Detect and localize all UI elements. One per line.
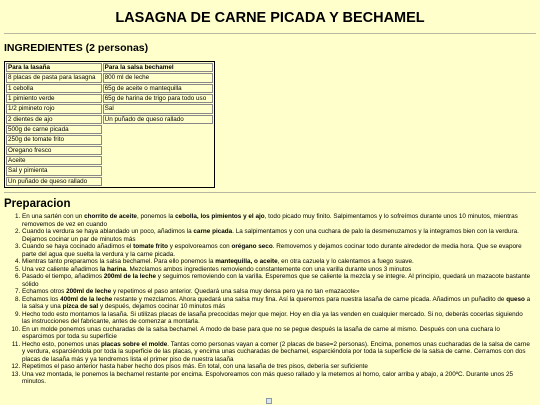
ingredient-bechamel-cell: 65g de aceite o mantequilla <box>103 84 213 93</box>
preparation-step: 8. Echamos los 400ml de la leche restante y mezclamos. Ahora quedará una salsa muy fina. Así la queremos para nuestra lasaña de carne picada. Añadimos un puñadito de queso a la salsa y una pizca de sal y después, dejamos cocinar 10 minutos más <box>22 296 532 311</box>
ingredient-bechamel-cell <box>103 135 213 144</box>
step-highlight: tomate frito <box>133 243 168 250</box>
preparation-step: 2. Cuando la verdura se haya ablandado un poco, añadimos la carne picada. La salpimentamos y con una cuchara de palo la desmenuzamos y la integramos bien con la verdura. Dejamos cocinar un par de minutos más <box>22 228 532 243</box>
preparation-steps-list <box>4 213 532 386</box>
preparation-step: 11. Hecho esto, ponemos unas placas sobre el molde. Tantas como personas vayan a comer (2 placas de base=2 personas). Encima, ponemos unas cucharadas de la salsa de carne y verdura, esparciéndola por toda la superficie de las placas, y encima unas cucharadas de bechamel, esparciéndola por toda la superficie de la salsa de carne. Cerramos con dos placas de lasaña más y ya tendremos lista el primer piso de nuestra lasaña <box>22 341 532 364</box>
ingredient-bechamel-cell: Un puñado de queso rallado <box>103 115 213 124</box>
step-highlight: pizca de sal <box>62 303 99 310</box>
ingredient-lasagna-cell: 1/2 pimineto rojo <box>6 104 102 113</box>
ingredients-row <box>6 177 213 186</box>
step-highlight: 200ml de leche <box>66 288 112 295</box>
step-highlight: placas sobre el molde <box>101 340 168 348</box>
ingredient-lasagna-cell: 8 placas de pasta para lasagna <box>6 73 102 82</box>
preparation-step: 1. En una sartén con un chorrito de aceite, ponemos la cebolla, los pimientos y el ajo, todo picado muy finito. Salpimentamos y lo sofreímos durante unos 10 minutos, mientras removemos de vez en cuando <box>22 213 532 228</box>
ingredients-row <box>6 73 213 82</box>
preparation-heading: Preparacion <box>4 198 71 210</box>
divider-middle <box>4 192 536 193</box>
preparation-step: 12. Repetimos el paso anterior hasta haber hecho dos pisos más. En total, con una lasaña de tres pisos, debería ser suficiente <box>22 363 532 371</box>
step-highlight: 400ml de la leche <box>60 295 113 303</box>
ingredients-row <box>6 146 213 155</box>
step-highlight: la harina <box>99 265 127 273</box>
divider-top <box>4 33 536 34</box>
ingredient-lasagna-cell: 1 pimiento verde <box>6 94 102 103</box>
ingredient-lasagna-cell: Oregano fresco <box>6 146 102 155</box>
preparation-step: 10. En un molde ponemos unas cucharadas de la salsa bechamel. A modo de base para que no se pegue después la lasaña de carne al mismo. Después con una cuchara lo esparcimos por toda su superficie <box>22 326 532 341</box>
ingredients-header-row <box>6 63 213 72</box>
ingredient-bechamel-cell: Sal <box>103 104 213 113</box>
ingredient-lasagna-cell: 1 cebolla <box>6 84 102 93</box>
ingredient-bechamel-cell: 65g de harina de trigo para todo uso <box>103 94 213 103</box>
ingredient-lasagna-cell: 250g de tomate frito <box>6 135 102 144</box>
step-highlight: orégano seco <box>231 243 273 250</box>
col-header-lasagna: Para la lasaña <box>6 63 102 72</box>
ingredients-row <box>6 156 213 165</box>
ingredient-bechamel-cell: 800 ml de leche <box>103 73 213 82</box>
ingredient-lasagna-cell: Sal y pimienta <box>6 166 102 175</box>
step-highlight: cebolla, los pimientos y el ajo <box>175 213 265 220</box>
step-highlight: carne picada <box>193 228 233 235</box>
preparation-step: 3. Cuando se haya cocinado añadimos el tomate frito y espolvoreamos con orégano seco. Removemos y dejamos cocinar todo durante alrededor de media hora. Que se evapore parte del agua que suelta la verdura y la carne picada. <box>22 243 532 258</box>
ingredient-bechamel-cell <box>103 146 213 155</box>
ingredients-row <box>6 84 213 93</box>
ingredient-lasagna-cell: 2 dientes de ajo <box>6 115 102 124</box>
preparation-step: 4. Mientras tanto preparamos la salsa bechamel. Para ello ponemos la mantequilla, o aceite, en otra cazuela y lo calentamos a fuego suave. <box>22 258 532 266</box>
preparation-step: 7. Echamos otros 200ml de leche y repetimos el paso anterior. Quedará una salsa muy densa pero ya no tan «mazacote» <box>22 288 532 296</box>
step-highlight: queso <box>506 295 525 303</box>
ingredient-bechamel-cell <box>103 156 213 165</box>
step-highlight: 200ml de la leche <box>103 273 157 280</box>
ingredients-table <box>5 62 214 187</box>
ingredients-row <box>6 115 213 124</box>
preparation-step: 9. Hecho todo esto montamos la lasaña. Si utilizas placas de lasaña precocidas mejor que mejor. Hoy en día ya las venden en cualquier mercado. Si no, deberás cocerlas siguiendo las instrucciones del fabricante, antes de comenzar a montarla. <box>22 311 532 326</box>
col-header-bechamel: Para la salsa bechamel <box>103 63 213 72</box>
ingredients-row <box>6 135 213 144</box>
ingredient-bechamel-cell <box>103 177 213 186</box>
ingredient-bechamel-cell <box>103 166 213 175</box>
ingredient-lasagna-cell: Un puñado de queso rallado <box>6 177 102 186</box>
ingredients-table-frame <box>4 61 215 188</box>
step-highlight: mantequilla, o aceite <box>215 258 278 265</box>
step-highlight: chorrito de aceite <box>84 213 137 220</box>
broken-image-icon <box>266 398 272 404</box>
ingredients-table-body <box>6 73 213 186</box>
ingredient-bechamel-cell <box>103 125 213 134</box>
preparation-step: 5. Una vez caliente añadimos la harina. Mezclamos ambos ingredientes removiendo constantemente con una varilla durante unos 3 minutos <box>22 266 532 274</box>
preparation-step: 13. Una vez montada, le ponemos la bechamel restante por encima. Espolvoreamos con más queso rallado y la metemos al horno, calor arriba y abajo, a 200ºC. Durante unos 25 minutos. <box>22 371 532 386</box>
ingredients-row <box>6 125 213 134</box>
ingredients-row <box>6 94 213 103</box>
ingredients-heading: INGREDIENTES (2 personas) <box>4 42 149 54</box>
ingredient-lasagna-cell: Aceite <box>6 156 102 165</box>
preparation-step: 6. Pasado el tiempo, añadimos 200ml de la leche y seguimos removiendo con la varilla. Esperemos que se caliente la mezcla y se integre. Al principio, quedará un mazacote bastante sólido <box>22 273 532 288</box>
ingredient-lasagna-cell: 500g de carne picada <box>6 125 102 134</box>
ingredients-row <box>6 166 213 175</box>
ingredients-row <box>6 104 213 113</box>
page-title: LASAGNA DE CARNE PICADA Y BECHAMEL <box>115 10 425 26</box>
